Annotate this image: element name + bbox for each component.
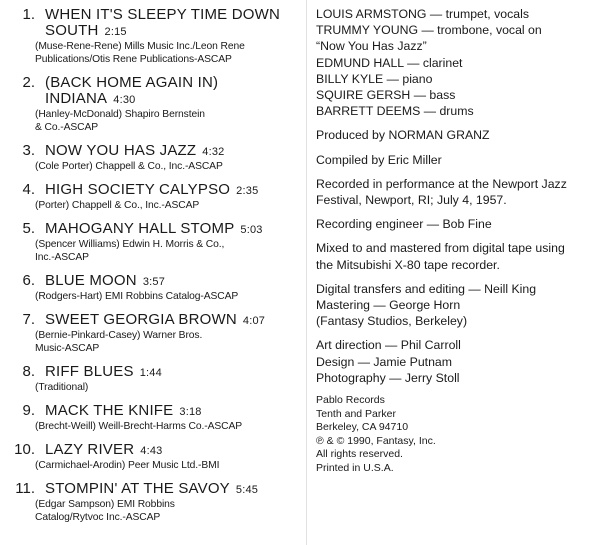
credit-line: Compiled by Eric Miller — [316, 152, 442, 167]
track-list — [10, 6, 300, 532]
label-line: Berkeley, CA 94710 — [316, 421, 409, 434]
track-number: 8. — [22, 363, 35, 380]
credit-block — [316, 127, 598, 143]
track-header — [10, 272, 300, 290]
label-address-block — [316, 394, 598, 475]
track-title-line: WHEN IT'S SLEEPY TIME DOWN — [45, 6, 281, 23]
track-credit-line: (Hanley-McDonald) Shapiro Bernstein — [35, 109, 205, 120]
track-number: 1. — [22, 6, 35, 23]
credit-line: Art direction — Phil Carroll — [316, 338, 461, 353]
track-credit — [35, 498, 300, 524]
track-item — [10, 220, 300, 264]
track-title-line: RIFF BLUES — [45, 363, 134, 380]
track-credit-line: (Traditional) — [35, 382, 89, 393]
track-credit-line: (Muse-Rene-Rene) Mills Music Inc./Leon Rene — [35, 41, 245, 52]
credit-line: Recording engineer — Bob Fine — [316, 217, 492, 232]
track-credit — [35, 238, 300, 264]
credit-block — [316, 176, 598, 208]
track-duration: 4:07 — [242, 315, 266, 327]
label-line: All rights reserved. — [316, 448, 403, 461]
credit-line: (Fantasy Studios, Berkeley) — [316, 314, 468, 329]
track-title — [45, 403, 202, 420]
track-duration: 1:44 — [139, 367, 162, 379]
track-duration: 2:15 — [104, 26, 127, 38]
track-credit — [35, 160, 300, 173]
track-header — [10, 441, 300, 459]
track-credit-line: (Cole Porter) Chappell & Co., Inc.-ASCAP — [35, 161, 223, 172]
credit-block — [316, 152, 598, 168]
track-duration: 3:57 — [142, 276, 166, 288]
track-credit — [35, 199, 300, 212]
track-title — [45, 481, 258, 498]
track-credit — [35, 290, 300, 303]
track-item — [10, 6, 300, 66]
track-title-line: INDIANA — [45, 90, 108, 107]
track-number: 4. — [22, 181, 35, 198]
track-title — [45, 273, 165, 290]
track-duration: 3:18 — [179, 406, 202, 418]
track-credit — [35, 40, 300, 66]
track-title — [45, 7, 280, 40]
credit-line: Produced by NORMAN GRANZ — [316, 128, 490, 143]
track-header — [10, 74, 300, 108]
track-title — [45, 221, 263, 238]
track-item — [10, 363, 300, 394]
track-credit-line: (Bernie-Pinkard-Casey) Warner Bros. — [35, 330, 203, 341]
track-number: 9. — [22, 402, 35, 419]
track-duration: 4:43 — [140, 445, 163, 457]
credit-line: Photography — Jerry Stoll — [316, 370, 460, 385]
track-credit-line: (Edgar Sampson) EMI Robbins — [35, 499, 175, 510]
track-header — [10, 142, 300, 160]
credit-line: Festival, Newport, RI; July 4, 1957. — [316, 193, 507, 208]
track-title-line: STOMPIN' AT THE SAVOY — [45, 480, 230, 497]
label-line: Tenth and Parker — [316, 407, 396, 420]
track-credit-line: (Spencer Williams) Edwin H. Morris & Co., — [35, 239, 225, 250]
track-header — [10, 402, 300, 420]
track-credit-line: (Porter) Chappell & Co., Inc.-ASCAP — [35, 200, 200, 211]
track-duration: 5:45 — [235, 484, 259, 496]
track-item — [10, 142, 300, 173]
track-duration: 2:35 — [236, 185, 259, 197]
track-number: 11. — [15, 480, 35, 497]
credit-line: “Now You Has Jazz” — [316, 39, 427, 54]
track-credit — [35, 381, 300, 394]
track-credit-line: & Co.-ASCAP — [35, 122, 98, 133]
track-credit — [35, 329, 300, 355]
track-title-line: SOUTH — [45, 22, 99, 39]
track-title-line: NOW YOU HAS JAZZ — [45, 142, 197, 159]
track-item — [10, 402, 300, 433]
track-title — [45, 182, 258, 199]
track-header — [10, 363, 300, 381]
track-title — [45, 75, 218, 108]
track-item — [10, 181, 300, 212]
credit-block — [316, 240, 598, 272]
track-title-line: LAZY RIVER — [45, 441, 135, 458]
track-credit — [35, 108, 300, 134]
track-credit — [35, 459, 300, 472]
credit-line: the Mitsubishi X-80 tape recorder. — [316, 257, 500, 272]
credit-line: Mixed to and mastered from digital tape using — [316, 241, 565, 256]
track-credit-line: Catalog/Rytvoc Inc.-ASCAP — [35, 512, 161, 523]
track-title-line: HIGH SOCIETY CALYPSO — [45, 181, 231, 198]
track-title — [45, 442, 162, 459]
track-title-line: MACK THE KNIFE — [45, 402, 174, 419]
credit-block — [316, 216, 598, 232]
track-header — [10, 181, 300, 199]
label-line: ℗ & © 1990, Fantasy, Inc. — [316, 434, 436, 447]
credit-line: SQUIRE GERSH — bass — [316, 88, 456, 103]
credit-line: Recorded in performance at the Newport Jazz — [316, 176, 567, 191]
credit-line: Digital transfers and editing — Neill King — [316, 281, 537, 296]
track-header — [10, 6, 300, 40]
credit-line: TRUMMY YOUNG — trombone, vocal on — [316, 23, 542, 38]
track-number: 3. — [22, 142, 35, 159]
label-line: Printed in U.S.A. — [316, 461, 394, 474]
track-item — [10, 480, 300, 524]
credit-line: BILLY KYLE — piano — [316, 71, 433, 86]
track-credit — [35, 420, 300, 433]
track-number: 7. — [22, 311, 35, 328]
credit-line: EDMUND HALL — clarinet — [316, 55, 463, 70]
credit-line: BARRETT DEEMS — drums — [316, 104, 474, 119]
credit-line: Design — Jamie Putnam — [316, 354, 453, 369]
track-duration: 4:30 — [113, 94, 136, 106]
track-number: 2. — [22, 74, 35, 91]
personnel-and-production-credits — [316, 6, 598, 386]
credit-block — [316, 6, 598, 119]
track-title-line: MAHOGANY HALL STOMP — [45, 220, 235, 237]
credit-line: LOUIS ARMSTONG — trumpet, vocals — [316, 7, 529, 21]
credit-block — [316, 281, 598, 330]
label-line: Pablo Records — [316, 394, 385, 407]
track-header — [10, 480, 300, 498]
track-header — [10, 311, 300, 329]
credit-block — [316, 337, 598, 386]
track-item — [10, 74, 300, 134]
track-item — [10, 311, 300, 355]
track-title-line: SWEET GEORGIA BROWN — [45, 311, 237, 328]
column-divider — [306, 0, 307, 545]
track-title — [45, 143, 225, 160]
track-credit-line: (Rodgers-Hart) EMI Robbins Catalog-ASCAP — [35, 291, 239, 302]
track-title-line: BLUE MOON — [45, 272, 137, 289]
track-header — [10, 220, 300, 238]
track-title — [45, 312, 265, 329]
track-duration: 4:32 — [202, 146, 225, 158]
track-title-line: (BACK HOME AGAIN IN) — [45, 74, 219, 91]
credit-line: Mastering — George Horn — [316, 298, 461, 313]
track-item — [10, 272, 300, 303]
track-duration: 5:03 — [240, 224, 263, 236]
track-title — [45, 364, 162, 381]
track-credit-line: Music-ASCAP — [35, 343, 100, 354]
track-number: 6. — [22, 272, 35, 289]
track-credit-line: Inc.-ASCAP — [35, 252, 89, 263]
track-credit-line: Publications/Otis Rene Publications-ASCAP — [35, 54, 232, 65]
credits-column — [316, 6, 598, 475]
track-number: 5. — [22, 220, 35, 237]
track-item — [10, 441, 300, 472]
track-number: 10. — [14, 441, 35, 458]
track-credit-line: (Carmichael-Arodin) Peer Music Ltd.-BMI — [35, 460, 220, 471]
track-credit-line: (Brecht-Weill) Weill-Brecht-Harms Co.-ASCAP — [35, 421, 243, 432]
